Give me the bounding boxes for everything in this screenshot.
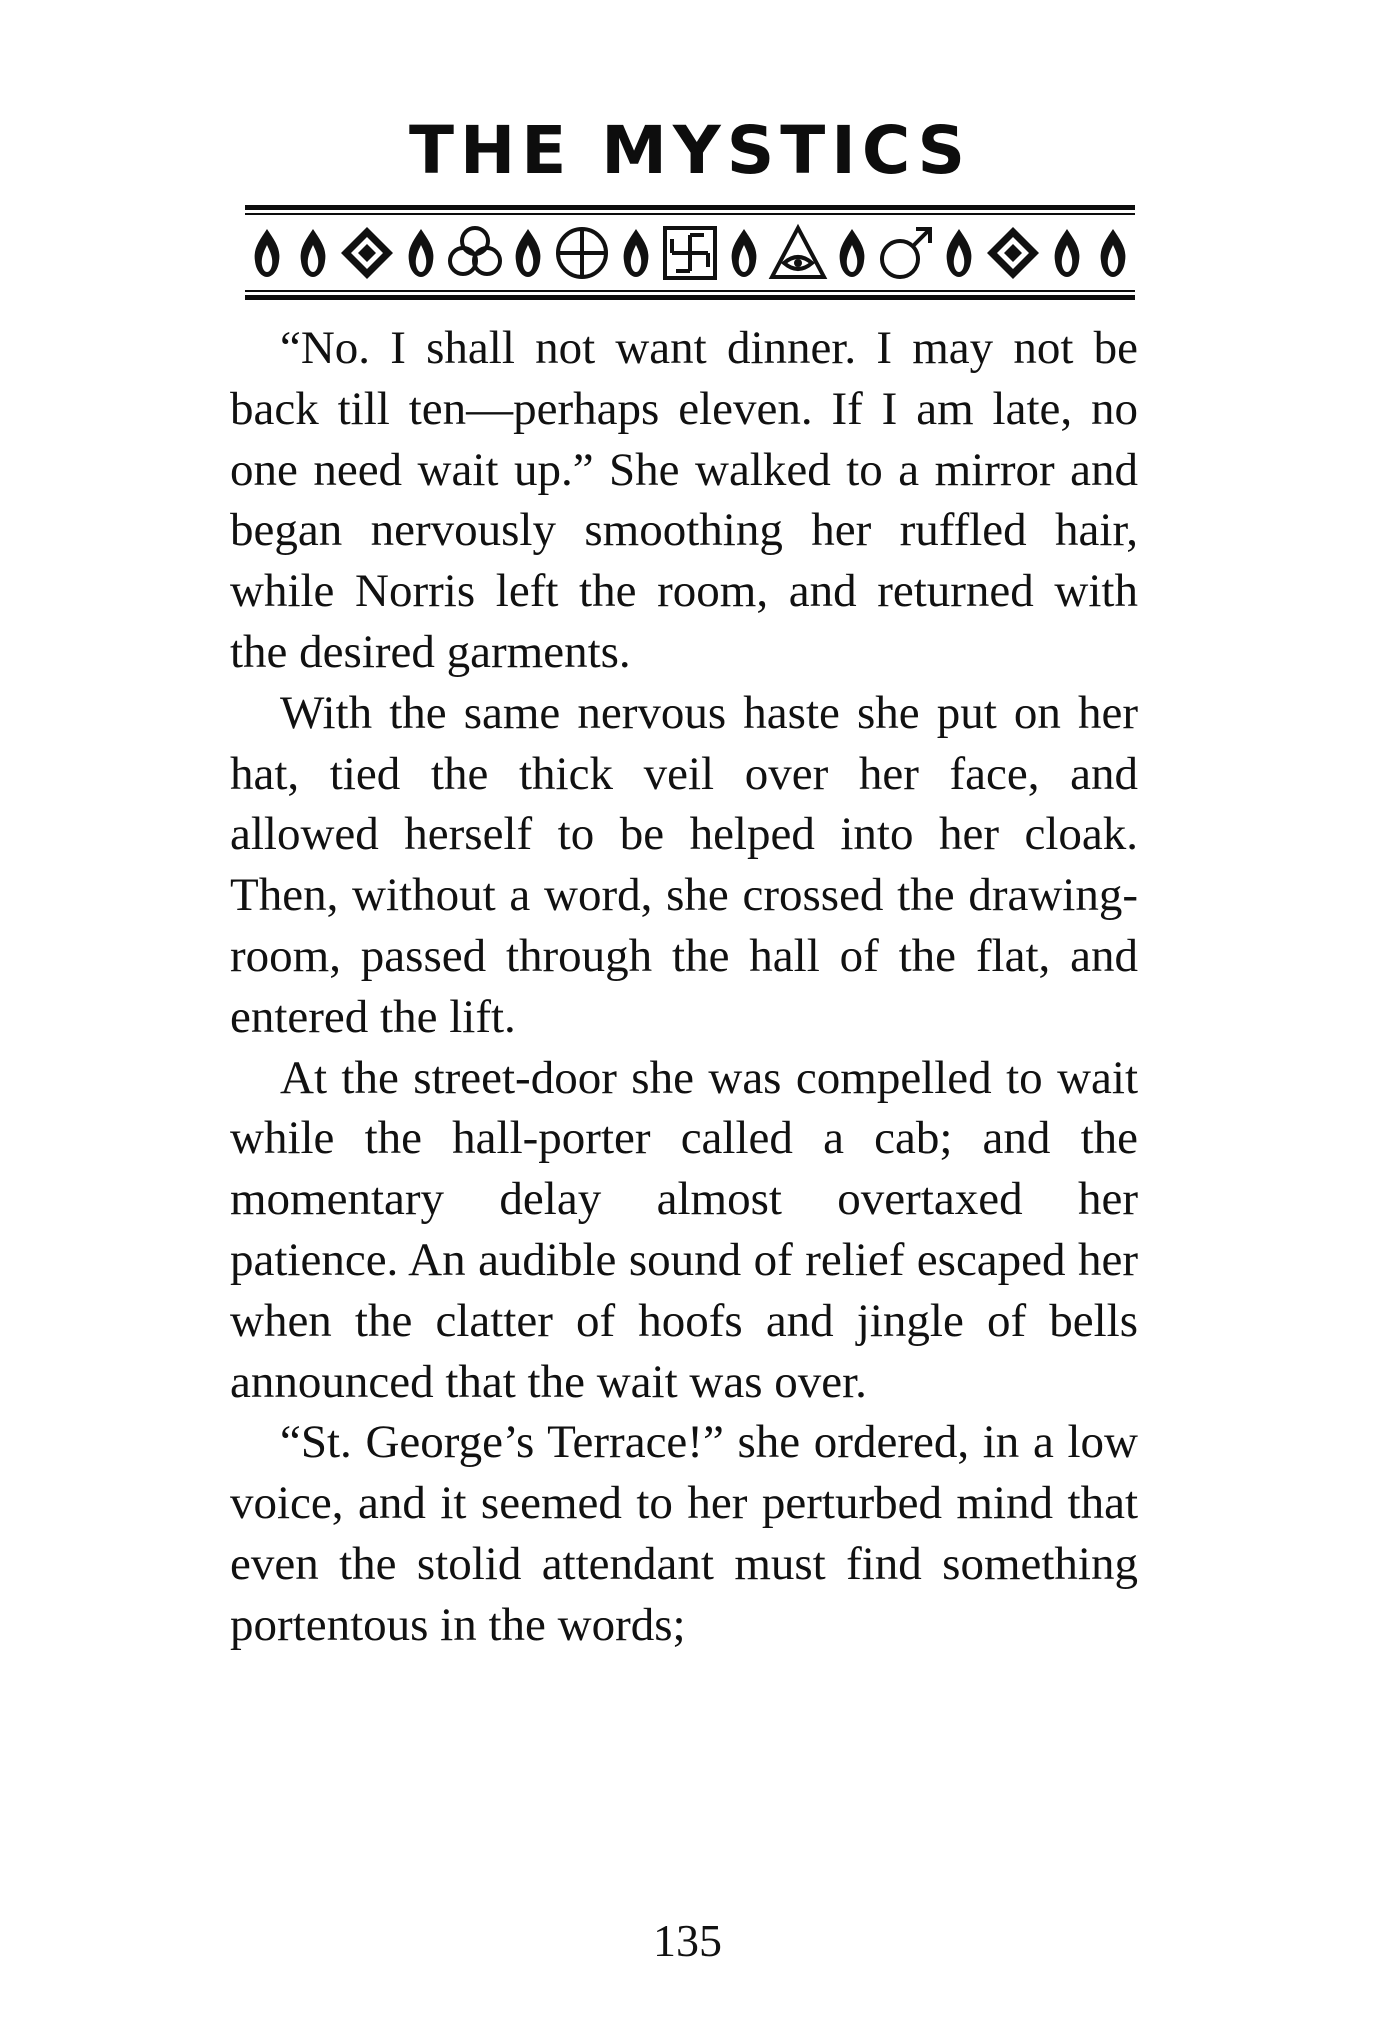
rule-top-thick	[245, 205, 1135, 210]
swastika-square-icon	[660, 223, 720, 283]
flame-icon	[1045, 223, 1089, 283]
eye-in-triangle-icon	[768, 223, 828, 283]
body-text	[230, 318, 1138, 1656]
rule-bottom-thin	[245, 290, 1135, 292]
flame-icon	[291, 223, 335, 283]
page-number: 135	[653, 1915, 722, 1966]
paragraph-4: “St. George’s Terrace!” she ordered, in a low voice, and it seemed to her perturbed mind that even the stolid attendant must find something portentous in the words;	[230, 1416, 1138, 1651]
flame-icon	[722, 223, 766, 283]
mars-symbol-icon	[876, 223, 936, 283]
paragraph-2: With the same nervous haste she put on her hat, tied the thick veil over her face, and allowed herself to be helped into her cloak. Then, without a word, she crossed the drawing-room, passed through the hall of the flat, and entered the lift.	[230, 686, 1138, 1043]
flame-icon	[245, 223, 289, 283]
diamond-icon	[337, 223, 397, 283]
flame-icon	[614, 223, 658, 283]
running-head: THE MYSTICS	[408, 112, 972, 189]
rule-top-thin	[245, 213, 1135, 215]
rule-bottom-thick	[245, 295, 1135, 300]
trefoil-knot-icon	[445, 223, 505, 283]
flame-icon	[830, 223, 874, 283]
flame-icon	[1091, 223, 1135, 283]
ornament-band	[245, 222, 1135, 284]
flame-icon	[937, 223, 981, 283]
paragraph-3: At the street-door she was compelled to wait while the hall-porter called a cab; and the momentary delay almost overtaxed her patience. An audible sound of relief escaped her when the clatter of hoofs and jingle of bells announced that the wait was over.	[230, 1051, 1138, 1408]
flame-icon	[399, 223, 443, 283]
diamond-icon	[983, 223, 1043, 283]
flame-icon	[506, 223, 550, 283]
circled-cross-icon	[552, 223, 612, 283]
paragraph-1: “No. I shall not want dinner. I may not be back till ten—perhaps eleven. If I am late, no one need wait up.” She walked to a mirror and began nervously smoothing her ruffled hair, while Norris left the room, and returned with the desired garments.	[230, 322, 1138, 678]
